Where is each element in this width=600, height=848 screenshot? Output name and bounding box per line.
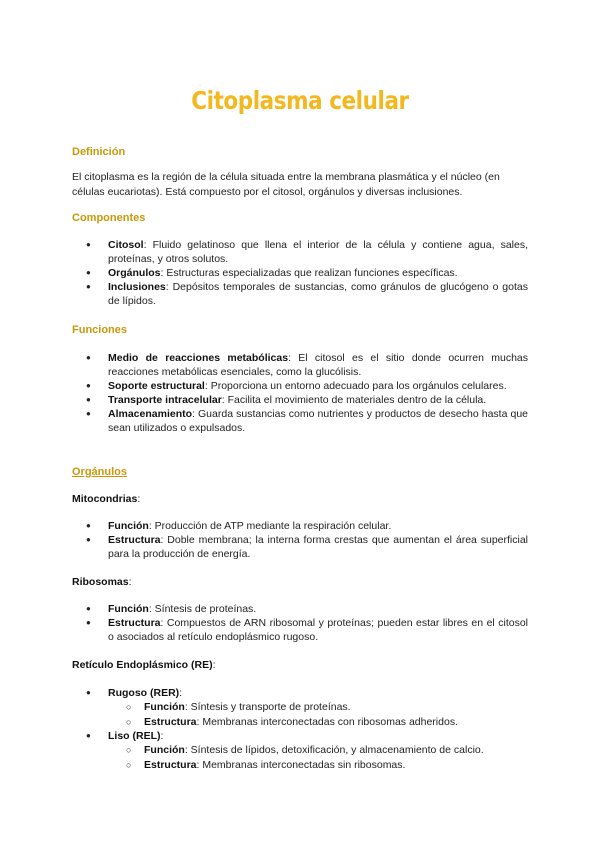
rugoso-sublist (72, 700, 528, 729)
term-label: Soporte estructural (108, 380, 205, 392)
item-text: : Facilita el movimiento de materiales dentro de la célula. (221, 394, 487, 406)
subheading-text: Retículo Endoplásmico (RE) (72, 659, 213, 671)
definicion-text: El citoplasma es la región de la célula situada entre la membrana plasmática y el núcleo (en células eucariotas). Está compuesto por el citosol, orgánulos y diversas inclusiones. (72, 171, 500, 198)
colon: : (179, 687, 183, 699)
list-item (72, 686, 528, 700)
item-text: : Compuestos de ARN ribosomal y proteínas; pueden estar libres en el citosol o asociados al retículo endoplásmico rugoso. (108, 617, 528, 643)
colon: : (128, 576, 132, 588)
term-label: Almacenamiento (108, 408, 193, 420)
list-item (72, 379, 528, 393)
term-label: Estructura (144, 758, 197, 771)
item-text: : Fluido gelatinoso que llena el interior de la célula y contiene agua, sales, proteínas, y otros solutos. (108, 239, 528, 265)
colon: : (137, 493, 141, 505)
list-item (72, 743, 528, 758)
term-label: Función (108, 520, 149, 532)
organulos-heading: Orgánulos (72, 466, 128, 478)
term-label: Estructura (108, 617, 161, 629)
term-label: Función (144, 701, 185, 713)
list-item (72, 602, 528, 616)
list-item (72, 266, 528, 280)
item-text: : Síntesis de lípidos, detoxificación, y almacenamiento de calcio. (184, 744, 484, 756)
item-text: : Síntesis de proteínas. (148, 603, 257, 615)
subheading-text: Ribosomas (72, 576, 129, 588)
list-item (72, 238, 528, 266)
term-label: Rugoso (RER) (108, 687, 180, 699)
liso-sublist (72, 743, 528, 772)
list-item (72, 729, 528, 743)
componentes-heading: Componentes (72, 212, 146, 224)
item-text: : Membranas interconectadas con ribosomas adheridos. (196, 715, 458, 728)
colon: : (212, 659, 216, 671)
term-label: Orgánulos (108, 267, 161, 279)
term-label: Función (108, 603, 149, 615)
liso-list (72, 729, 528, 743)
list-item (72, 758, 528, 773)
list-item (72, 616, 528, 644)
colon: : (160, 730, 164, 742)
list-item (72, 700, 528, 715)
componentes-list (72, 238, 528, 308)
definicion-heading: Definición (72, 146, 126, 158)
term-label: Estructura (144, 715, 197, 728)
term-label: Liso (REL) (108, 730, 161, 742)
list-item (72, 407, 528, 435)
page-title: Citoplasma celular (191, 86, 409, 115)
term-label: Transporte intracelular (108, 394, 222, 406)
term-label: Medio de reacciones metabólicas (108, 352, 289, 364)
item-text: : Síntesis y transporte de proteínas. (184, 701, 351, 713)
reticulo-label (72, 659, 216, 671)
term-label: Función (144, 744, 185, 756)
mitocondrias-list (72, 519, 528, 561)
list-item (72, 533, 528, 561)
ribosomas-list (72, 602, 528, 644)
list-item (72, 393, 528, 407)
item-text: : Depósitos temporales de sustancias, como gránulos de glucógeno o gotas de lípidos. (108, 281, 528, 307)
funciones-list (72, 351, 528, 435)
item-text: : Doble membrana; la interna forma crestas que aumentan el área superficial para la producción de energía. (108, 534, 528, 560)
funciones-heading: Funciones (72, 324, 128, 336)
item-text: : Producción de ATP mediante la respiración celular. (148, 520, 392, 532)
term-label: Inclusiones (108, 281, 166, 293)
item-text: : Guarda sustancias como nutrientes y productos de desecho hasta que sean utilizados o expulsados. (108, 408, 528, 434)
mitocondrias-label (72, 493, 140, 505)
list-item (72, 351, 528, 379)
ribosomas-label (72, 576, 132, 588)
rugoso-list (72, 686, 528, 700)
term-label: Estructura (108, 534, 161, 546)
list-item (72, 519, 528, 533)
item-text: : El citosol es el sitio donde ocurren muchas reacciones metabólicas esenciales, como la glucólisis. (108, 352, 528, 378)
subheading-text: Mitocondrias (72, 493, 138, 505)
item-text: : Estructuras especializadas que realizan funciones específicas. (160, 267, 458, 279)
item-text: : Membranas interconectadas sin ribosomas. (196, 758, 406, 771)
item-text: : Proporciona un entorno adecuado para los orgánulos celulares. (204, 380, 507, 392)
list-item (72, 280, 528, 308)
list-item (72, 715, 528, 730)
term-label: Citosol (108, 239, 144, 251)
